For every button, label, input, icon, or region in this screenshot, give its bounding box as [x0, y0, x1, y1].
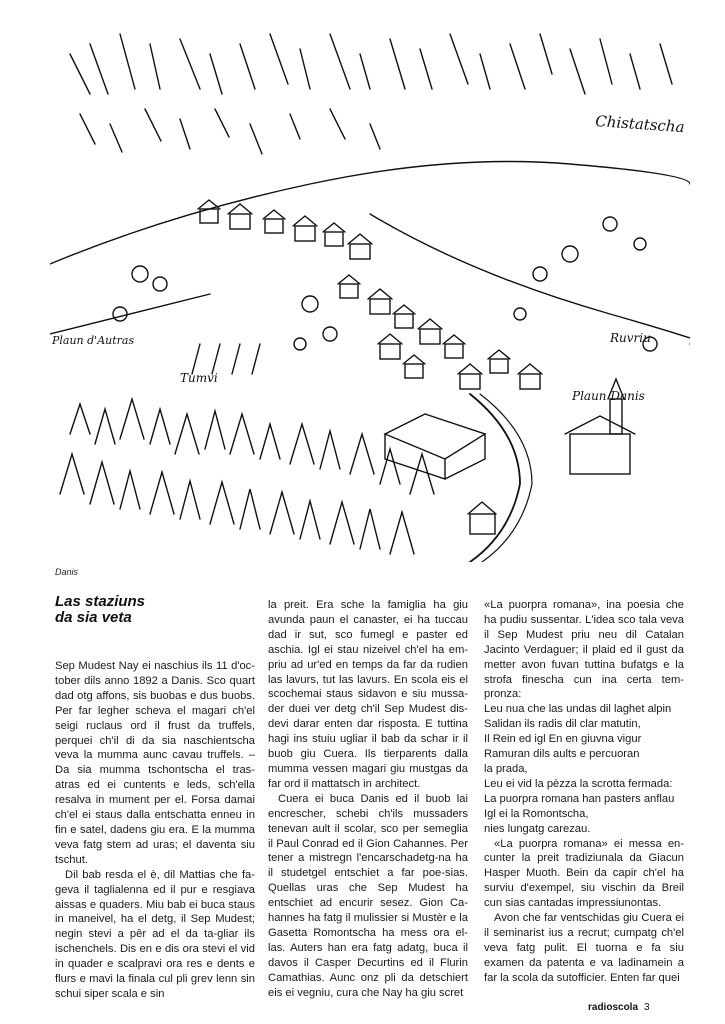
label-plaun-dautras: Plaun d'Autras [52, 334, 135, 347]
poem-line: Il Rein ed igl En en giuvna vigur [484, 733, 642, 746]
page-number: 3 [644, 1002, 650, 1013]
publication-name: radioscola [588, 1002, 639, 1013]
column-2 [268, 598, 468, 1000]
poem-line: Leu ei vid la pèzza la scrotta fermada: [484, 777, 673, 790]
poem-line: Salidan ils radis dil clar matutin, [484, 718, 641, 731]
page-footer [588, 1002, 650, 1013]
label-chistatscha: Chistatscha [594, 112, 686, 137]
poem-line: la prada, [484, 762, 528, 775]
paragraph: Cuera ei buca Danis ed il buob lai encrescher, schebi ch'ils mussaders tenevan ault il scolar, sco per semeglia il Paul Conrad ed il Gion Cahannes. Per tener a mistregn l'encarschadetg-na ha il studetgel entschiet a far poe-sias. Quellas uras che Sep Mudest ha entschiet ad encurir sesez. Gion Ca-hannes ha fatg il mulissier si Mustèr e la Gasetta Romontscha ha mess ora el-las. Auters han era fatg adatg, buca il davos il Casper Decurtins ed il Flurin Camathias. Aunc onz pli da detschiert eis ei vegniu, cura che Nay ha giu scret [268, 792, 468, 999]
illustration-caption: Danis [55, 567, 79, 577]
village-drawing [50, 14, 690, 562]
paragraph: Sep Mudest Nay ei naschius ils 11 d'oc-tober dils anno 1892 a Danis. Sco quart dad otg affons, sis buobas e dus buobs. Per far legher scheva el magari ch'el seigi ruclaus ord il frust da truffels, perquei ch'il di da sia naschientscha veva la mumma aunc cavau truffels. – Da sia mumma tschontscha el tras-atras ed ei cuntents e leds, sch'ella resalva in mument per el. Forsa damai ch'el ei staus dalla entschatta enneu in fin e satel, dadens giu era. E la mumma veva fatg stem ad uras; el daventa siu tschut. [55, 660, 255, 866]
poem-line: nies lungatg carezau. [484, 822, 591, 835]
article-title [55, 594, 255, 626]
article-title-line2: da sia veta [55, 609, 132, 626]
column-3 [484, 598, 684, 986]
label-tumvi: Tumvi [180, 371, 218, 385]
poem [484, 702, 684, 836]
village-illustration [50, 14, 690, 562]
paragraph: Dil bab resda el è, dil Mattias che fa-geva il taglialenna ed il pur e resgiava aissas e quaders. Miu bab ei buca staus in maneivel, ha el detg, il Sep Mudest; negin stevi a pêr ad el da ta-gliar ils ischenchels. Dis en e dis ora stevi el vid in quader e scalpravi ora res e dents e flurs e mavi la finala cul pli grev lenn sin schui siper scala e sin [55, 868, 255, 1000]
paragraph: «La puorpra romana» ei messa en-cunter la preit tradiziunala da Giacun Hasper Muoth. Bein da capir ch'el ha surviu d'exempel, siu vischin da Breil cun sias cantadas impressiunontas. [484, 837, 684, 910]
poem-line: Igl ei la Romontscha, [484, 807, 589, 820]
paragraph: la preit. Era sche la famiglia ha giu avunda paun el canaster, ei ha tuccau dad ir sut, sco fumegl e paster ed aschia. Igl ei stau nizeivel ch'el ha em-priu ad ur'ed en temps da far da rudien las lavurs, tut las lavurs. En scola eis el scochemai staus sidavon e siu mussa-der duei ver detg ch'il Sep Mudest dis-devi darar enten dar risposta. E tuttina hagi ins stuiu ugliar il bab da schar ir il buob giu Cuera. Ils tierparents dalla mumma vessen magari giu mustgas da far ord il mattatsch in architect. [268, 599, 468, 790]
label-ruvriu: Ruvriu [610, 331, 651, 345]
paragraph: «La puorpra romana», ina poesia che ha pudiu sussentar. L'idea sco tala veva il Sep Mudest priu neu dil Catalan Jacinto Verdaguer; il plaid ed il gust da metter avon fuvan tuttina bufatgs e la strofa finescha cun ina certa tem-pronza: [484, 599, 684, 701]
article-title-line1: Las staziuns [55, 593, 146, 610]
column-1 [55, 594, 255, 1002]
poem-line: Ramuran dils aults e percuoran [484, 748, 640, 761]
label-plaun-danis: Plaun Danis [572, 389, 645, 403]
poem-line: Leu nua che las undas dil laghet alpin [484, 703, 672, 716]
poem-line: La puorpra romana han pasters anflau [484, 792, 675, 805]
paragraph: Avon che far ventschidas giu Cuera ei il seminarist ius a recrut; cumpatg ch'el veva fatg pulit. El tuorna e fa siu examen da patenta e va ladinamein a far la scola da sutofficier. Enten far quei [484, 912, 684, 984]
